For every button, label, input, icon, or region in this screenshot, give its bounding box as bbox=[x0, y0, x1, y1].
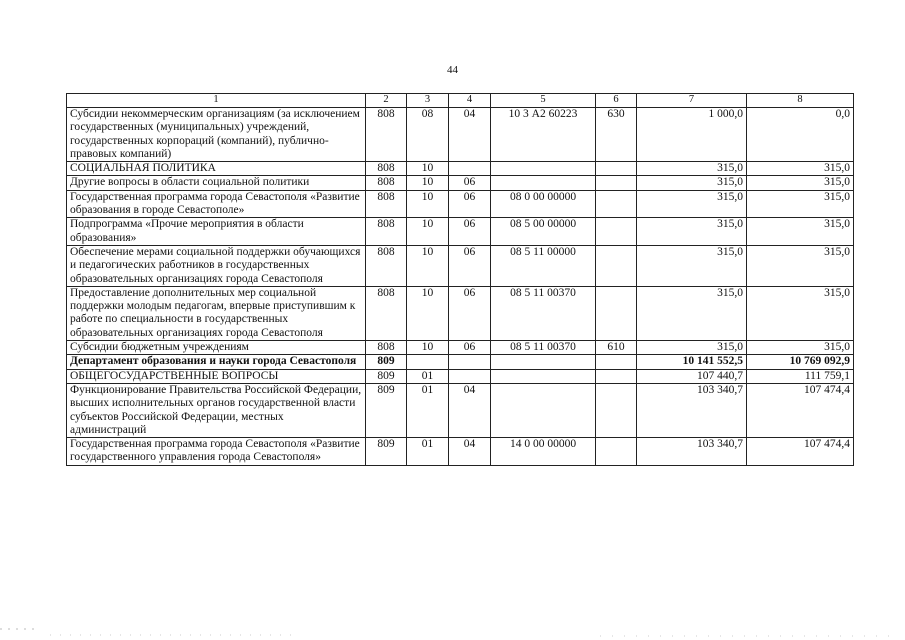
header-col-3: 3 bbox=[407, 94, 449, 108]
cell-grbs: 808 bbox=[366, 245, 407, 286]
cell-name: Государственная программа города Севастополя «Развитие образования в городе Севастополе» bbox=[67, 190, 366, 218]
cell-podrazdel: 06 bbox=[449, 176, 491, 190]
cell-grbs: 809 bbox=[366, 383, 407, 437]
cell-podrazdel: 04 bbox=[449, 108, 491, 162]
cell-amount-year-2: 107 474,4 bbox=[747, 383, 854, 437]
cell-grbs: 808 bbox=[366, 218, 407, 246]
cell-amount-year-1: 103 340,7 bbox=[637, 438, 747, 466]
cell-podrazdel: 06 bbox=[449, 190, 491, 218]
header-col-7: 7 bbox=[637, 94, 747, 108]
cell-amount-year-2: 315,0 bbox=[747, 218, 854, 246]
cell-amount-year-2: 0,0 bbox=[747, 108, 854, 162]
cell-grbs: 809 bbox=[366, 355, 407, 369]
cell-name: ОБЩЕГОСУДАРСТВЕННЫЕ ВОПРОСЫ bbox=[67, 369, 366, 383]
cell-razdel: 10 bbox=[407, 162, 449, 176]
cell-podrazdel: 04 bbox=[449, 438, 491, 466]
cell-amount-year-1: 315,0 bbox=[637, 341, 747, 355]
cell-name: Государственная программа города Севастополя «Развитие государственного управления города Севастополя» bbox=[67, 438, 366, 466]
cell-amount-year-2: 107 474,4 bbox=[747, 438, 854, 466]
cell-name: СОЦИАЛЬНАЯ ПОЛИТИКА bbox=[67, 162, 366, 176]
cell-target-article: 14 0 00 00000 bbox=[491, 438, 596, 466]
header-col-6: 6 bbox=[596, 94, 637, 108]
cell-target-article: 08 5 11 00370 bbox=[491, 341, 596, 355]
cell-amount-year-1: 315,0 bbox=[637, 176, 747, 190]
cell-amount-year-1: 10 141 552,5 bbox=[637, 355, 747, 369]
cell-podrazdel: 06 bbox=[449, 286, 491, 340]
cell-amount-year-1: 315,0 bbox=[637, 218, 747, 246]
cell-grbs: 809 bbox=[366, 369, 407, 383]
cell-target-article: 10 3 А2 60223 bbox=[491, 108, 596, 162]
cell-amount-year-1: 315,0 bbox=[637, 190, 747, 218]
cell-amount-year-2: 315,0 bbox=[747, 176, 854, 190]
cell-razdel: 08 bbox=[407, 108, 449, 162]
cell-expense-type: 630 bbox=[596, 108, 637, 162]
cell-razdel: 01 bbox=[407, 438, 449, 466]
cell-amount-year-1: 107 440,7 bbox=[637, 369, 747, 383]
cell-name: Предоставление дополнительных мер социальной поддержки молодым педагогам, впервые приступившим к работе по специальности в государственных образовательных организациях города Севастополя bbox=[67, 286, 366, 340]
header-col-4: 4 bbox=[449, 94, 491, 108]
cell-amount-year-1: 315,0 bbox=[637, 286, 747, 340]
cell-razdel: 10 bbox=[407, 176, 449, 190]
cell-grbs: 808 bbox=[366, 286, 407, 340]
cell-razdel: 10 bbox=[407, 190, 449, 218]
page-number: 44 bbox=[447, 64, 458, 76]
cell-target-article: 08 5 00 00000 bbox=[491, 218, 596, 246]
cell-name: Департамент образования и науки города Севастополя bbox=[67, 355, 366, 369]
cell-name: Обеспечение мерами социальной поддержки обучающихся и педагогических работников в государственных образовательных организациях города Севастополя bbox=[67, 245, 366, 286]
cell-podrazdel: 06 bbox=[449, 245, 491, 286]
cell-grbs: 808 bbox=[366, 176, 407, 190]
cell-grbs: 808 bbox=[366, 341, 407, 355]
cell-target-article: 08 5 11 00000 bbox=[491, 245, 596, 286]
cell-amount-year-2: 315,0 bbox=[747, 162, 854, 176]
cell-name: Другие вопросы в области социальной политики bbox=[67, 176, 366, 190]
cell-grbs: 809 bbox=[366, 438, 407, 466]
cell-razdel: 10 bbox=[407, 245, 449, 286]
cell-name: Подпрограмма «Прочие мероприятия в области образования» bbox=[67, 218, 366, 246]
cell-amount-year-2: 111 759,1 bbox=[747, 369, 854, 383]
cell-grbs: 808 bbox=[366, 162, 407, 176]
cell-name: Функционирование Правительства Российской Федерации, высших исполнительных органов государственной власти субъектов Российской Федерации, местных администраций bbox=[67, 383, 366, 437]
header-col-2: 2 bbox=[366, 94, 407, 108]
cell-podrazdel: 06 bbox=[449, 341, 491, 355]
header-col-5: 5 bbox=[491, 94, 596, 108]
cell-name: Субсидии бюджетным учреждениям bbox=[67, 341, 366, 355]
cell-expense-type: 610 bbox=[596, 341, 637, 355]
cell-razdel: 01 bbox=[407, 383, 449, 437]
cell-podrazdel: 06 bbox=[449, 218, 491, 246]
cell-amount-year-1: 315,0 bbox=[637, 245, 747, 286]
cell-amount-year-2: 10 769 092,9 bbox=[747, 355, 854, 369]
cell-amount-year-1: 1 000,0 bbox=[637, 108, 747, 162]
cell-target-article: 08 5 11 00370 bbox=[491, 286, 596, 340]
cell-razdel: 01 bbox=[407, 369, 449, 383]
cell-name: Субсидии некоммерческим организациям (за исключением государственных (муниципальных) учреждений, государственных корпораций (компаний), публично-правовых компаний) bbox=[67, 108, 366, 162]
cell-target-article: 08 0 00 00000 bbox=[491, 190, 596, 218]
cell-amount-year-2: 315,0 bbox=[747, 286, 854, 340]
cell-amount-year-1: 103 340,7 bbox=[637, 383, 747, 437]
cell-razdel: 10 bbox=[407, 341, 449, 355]
cell-podrazdel: 04 bbox=[449, 383, 491, 437]
cell-grbs: 808 bbox=[366, 108, 407, 162]
cell-razdel: 10 bbox=[407, 218, 449, 246]
header-col-1: 1 bbox=[67, 94, 366, 108]
cell-amount-year-2: 315,0 bbox=[747, 341, 854, 355]
cell-razdel: 10 bbox=[407, 286, 449, 340]
cell-amount-year-2: 315,0 bbox=[747, 190, 854, 218]
header-col-8: 8 bbox=[747, 94, 854, 108]
cell-amount-year-1: 315,0 bbox=[637, 162, 747, 176]
cell-grbs: 808 bbox=[366, 190, 407, 218]
cell-amount-year-2: 315,0 bbox=[747, 245, 854, 286]
